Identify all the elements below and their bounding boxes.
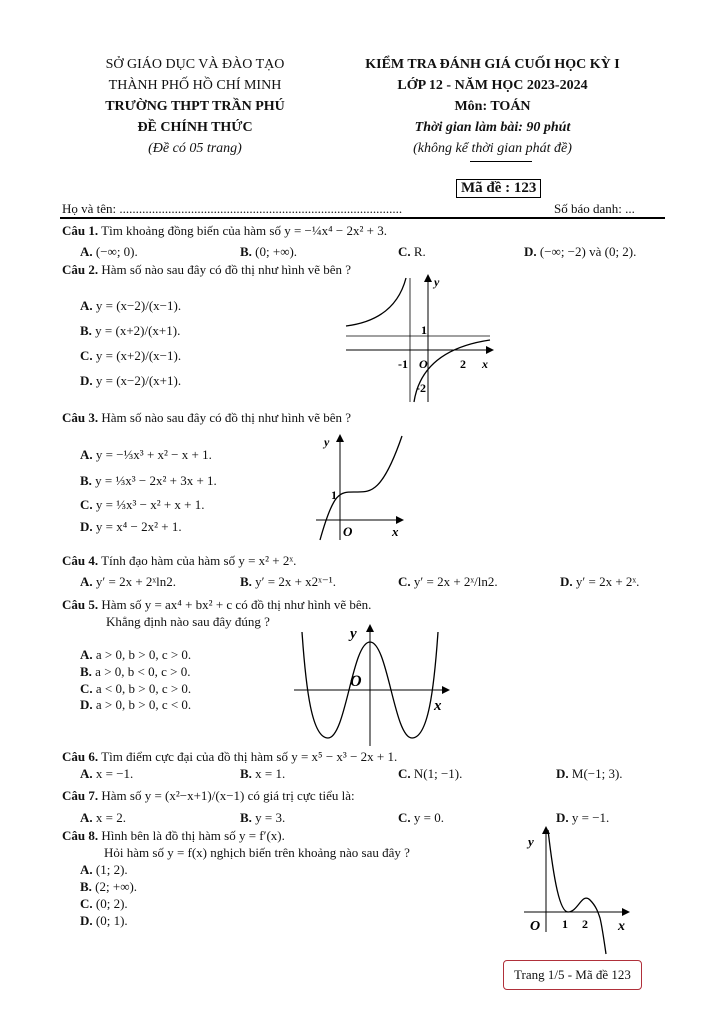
exam-header [340, 54, 645, 159]
option-text: y = (x−2)/(x+1). [95, 373, 182, 388]
option-a[interactable] [80, 810, 126, 826]
school-name: TRƯỜNG THPT TRẦN PHÚ [105, 99, 285, 114]
option-b[interactable] [80, 323, 180, 339]
axis-x-label: x [482, 357, 488, 371]
page-footer: Trang 1/5 - Mã đề 123 [503, 960, 642, 990]
option-b[interactable] [80, 473, 217, 489]
option-text: y′ = 2x + 2ˣln2. [95, 574, 177, 589]
option-text: R. [413, 244, 426, 259]
option-key: A. [80, 244, 93, 259]
option-a[interactable] [80, 244, 138, 260]
option-d[interactable] [556, 766, 623, 782]
axis-y-label: y [434, 275, 440, 289]
option-key: A. [80, 447, 93, 462]
question-5 [62, 597, 371, 613]
option-key: A. [80, 766, 93, 781]
option-key: D. [524, 244, 537, 259]
option-text: x = 1. [255, 766, 286, 781]
option-text: a > 0, b > 0, c < 0. [95, 697, 192, 712]
option-text: a > 0, b > 0, c > 0. [95, 647, 192, 662]
question-label: Câu 7. [62, 788, 99, 803]
option-key: B. [80, 664, 92, 679]
graph-q8 [520, 822, 640, 958]
exam-title: KIỂM TRA ĐÁNH GIÁ CUỐI HỌC KỲ I [365, 57, 620, 72]
option-text: (−∞; 0). [95, 244, 138, 259]
option-text: y′ = 2x + 2ˣ/ln2. [413, 574, 498, 589]
tick-2: 2 [582, 917, 588, 931]
question-4 [62, 553, 296, 569]
department-line: SỞ GIÁO DỤC VÀ ĐÀO TẠO [105, 57, 285, 72]
option-key: A. [80, 862, 93, 877]
origin-label: O [343, 524, 353, 539]
option-key: B. [80, 323, 92, 338]
tick-1: 1 [562, 917, 568, 931]
question-3 [62, 410, 351, 426]
option-b[interactable] [240, 766, 285, 782]
option-text: (0; 1). [95, 913, 128, 928]
question-5-subtext: Khẳng định nào sau đây đúng ? [106, 614, 270, 629]
option-text: (2; +∞). [95, 879, 138, 894]
header-rule [60, 217, 665, 219]
option-text: (0; +∞). [255, 244, 298, 259]
option-key: A. [80, 810, 93, 825]
question-label: Câu 2. [62, 262, 99, 277]
option-text: N(1; −1). [413, 766, 463, 781]
option-key: C. [398, 574, 411, 589]
question-1 [62, 223, 387, 239]
option-text: y = x⁴ − 2x² + 1. [95, 519, 182, 534]
option-text: x = 2. [95, 810, 126, 825]
option-c[interactable] [80, 497, 205, 513]
duration: Thời gian làm bài: 90 phút [414, 120, 571, 135]
option-a[interactable] [80, 447, 212, 463]
option-d[interactable] [560, 574, 639, 590]
origin-label: O [350, 673, 362, 690]
option-b[interactable] [80, 879, 137, 895]
option-text: y = −⅓x³ + x² − x + 1. [95, 447, 212, 462]
option-d[interactable] [80, 697, 191, 713]
option-c[interactable] [80, 681, 191, 697]
subject: Môn: TOÁN [454, 99, 531, 114]
option-d[interactable] [80, 373, 181, 389]
option-text: y′ = 2x + x2ˣ⁻¹. [255, 574, 336, 589]
origin-label: O [419, 357, 428, 371]
graph-q2 [340, 270, 500, 406]
option-text: y = (x+2)/(x−1). [95, 348, 182, 363]
option-key: C. [398, 810, 411, 825]
option-key: D. [80, 373, 93, 388]
option-text: y = 3. [255, 810, 286, 825]
option-text: y = ⅓x³ − x² + x + 1. [95, 497, 205, 512]
option-c[interactable] [398, 244, 426, 260]
option-key: B. [240, 810, 252, 825]
option-key: C. [398, 244, 411, 259]
school-header [70, 54, 320, 159]
option-key: C. [80, 497, 93, 512]
city-line: THÀNH PHỐ HỒ CHÍ MINH [108, 78, 282, 93]
option-key: B. [240, 766, 252, 781]
option-key: D. [560, 574, 573, 589]
option-c[interactable] [80, 896, 128, 912]
option-key: D. [556, 810, 569, 825]
question-label: Câu 1. [62, 223, 99, 238]
option-key: C. [398, 766, 411, 781]
option-a[interactable] [80, 647, 191, 663]
axis-x-label: x [434, 698, 442, 714]
option-key: A. [80, 574, 93, 589]
option-key: C. [80, 896, 93, 911]
option-text: y = (x−2)/(x−1). [95, 298, 182, 313]
option-key: D. [80, 913, 93, 928]
option-b[interactable] [240, 574, 336, 590]
exam-code-box: Mã đề : 123 [456, 179, 541, 198]
graph-q3 [312, 430, 412, 542]
question-label: Câu 5. [62, 597, 99, 612]
candidate-number-field: Số báo danh: ... [554, 201, 635, 216]
header-divider [470, 161, 532, 162]
question-text: Hàm số y = (x²−x+1)/(x−1) có giá trị cực tiểu là: [101, 788, 355, 803]
option-key: A. [80, 647, 93, 662]
question-label: Câu 6. [62, 749, 99, 764]
question-text: Tìm khoảng đồng biến của hàm số y = −¼x⁴ − 2x² + 3. [101, 223, 387, 238]
option-text: x = −1. [95, 766, 134, 781]
axis-x-label: x [618, 919, 625, 934]
option-key: D. [80, 519, 93, 534]
option-text: y = −1. [571, 810, 610, 825]
option-b[interactable] [240, 244, 297, 260]
question-text: Hàm số nào sau đây có đồ thị như hình vẽ bên ? [101, 410, 352, 425]
option-key: B. [80, 473, 92, 488]
option-key: C. [80, 681, 93, 696]
axis-y-label: y [350, 626, 357, 642]
option-text: M(−1; 3). [571, 766, 623, 781]
grade-year: LỚP 12 - NĂM HỌC 2023-2024 [397, 78, 588, 93]
origin-label: O [530, 919, 541, 934]
axis-y-label: y [528, 834, 534, 849]
option-text: y′ = 2x + 2ˣ. [575, 574, 640, 589]
option-a[interactable] [80, 574, 176, 590]
question-8-subtext: Hỏi hàm số y = f(x) nghịch biến trên khoảng nào sau đây ? [104, 845, 410, 860]
question-text: Tính đạo hàm của hàm số y = x² + 2ˣ. [101, 553, 297, 568]
question-text: Hình bên là đồ thị hàm số y = f′(x). [101, 828, 285, 843]
axis-x-label: x [392, 524, 399, 539]
option-c[interactable] [398, 766, 462, 782]
tick-neg2: -2 [416, 381, 426, 395]
option-key: B. [80, 879, 92, 894]
option-b[interactable] [80, 664, 190, 680]
option-c[interactable] [398, 574, 498, 590]
page-count-note: (Đề có 05 trang) [148, 141, 242, 156]
question-7 [62, 788, 355, 804]
option-text: y = (x+2)/(x+1). [95, 323, 181, 338]
option-text: (0; 2). [95, 896, 128, 911]
question-label: Câu 8. [62, 828, 99, 843]
option-text: (1; 2). [95, 862, 128, 877]
option-a[interactable] [80, 766, 133, 782]
option-d[interactable] [524, 244, 636, 260]
option-text: y = ⅓x³ − 2x² + 3x + 1. [95, 473, 217, 488]
tick-2: 2 [460, 357, 466, 371]
option-d[interactable] [80, 913, 128, 929]
question-label: Câu 3. [62, 410, 99, 425]
option-key: D. [556, 766, 569, 781]
question-2 [62, 262, 351, 278]
option-a[interactable] [80, 862, 128, 878]
tick-neg1: -1 [398, 357, 408, 371]
name-field: Họ và tên: ....................................................................................... [62, 201, 403, 216]
option-text: a < 0, b > 0, c > 0. [95, 681, 192, 696]
tick-1: 1 [421, 323, 427, 337]
option-d[interactable] [80, 519, 182, 535]
tick-1: 1 [331, 488, 337, 502]
question-text: Tìm điểm cực đại của đồ thị hàm số y = x⁵ − x³ − 2x + 1. [101, 749, 398, 764]
option-key: A. [80, 298, 93, 313]
option-key: B. [240, 244, 252, 259]
question-8 [62, 828, 285, 844]
question-label: Câu 4. [62, 553, 99, 568]
axis-y-label: y [324, 435, 330, 449]
official-label: ĐỀ CHÍNH THỨC [137, 120, 253, 135]
option-key: C. [80, 348, 93, 363]
option-key: B. [240, 574, 252, 589]
option-key: D. [80, 697, 93, 712]
option-a[interactable] [80, 298, 181, 314]
option-b[interactable] [240, 810, 285, 826]
option-c[interactable] [398, 810, 444, 826]
option-text: y = 0. [413, 810, 444, 825]
duration-note: (không kể thời gian phát đề) [413, 141, 572, 156]
question-6 [62, 749, 397, 765]
option-text: a > 0, b < 0, c > 0. [95, 664, 191, 679]
question-text: Hàm số y = ax⁴ + bx² + c có đồ thị như hình vẽ bên. [101, 597, 372, 612]
graph-q5 [290, 620, 456, 748]
question-text: Hàm số nào sau đây có đồ thị như hình vẽ bên ? [101, 262, 352, 277]
option-text: (−∞; −2) và (0; 2). [539, 244, 637, 259]
option-c[interactable] [80, 348, 181, 364]
